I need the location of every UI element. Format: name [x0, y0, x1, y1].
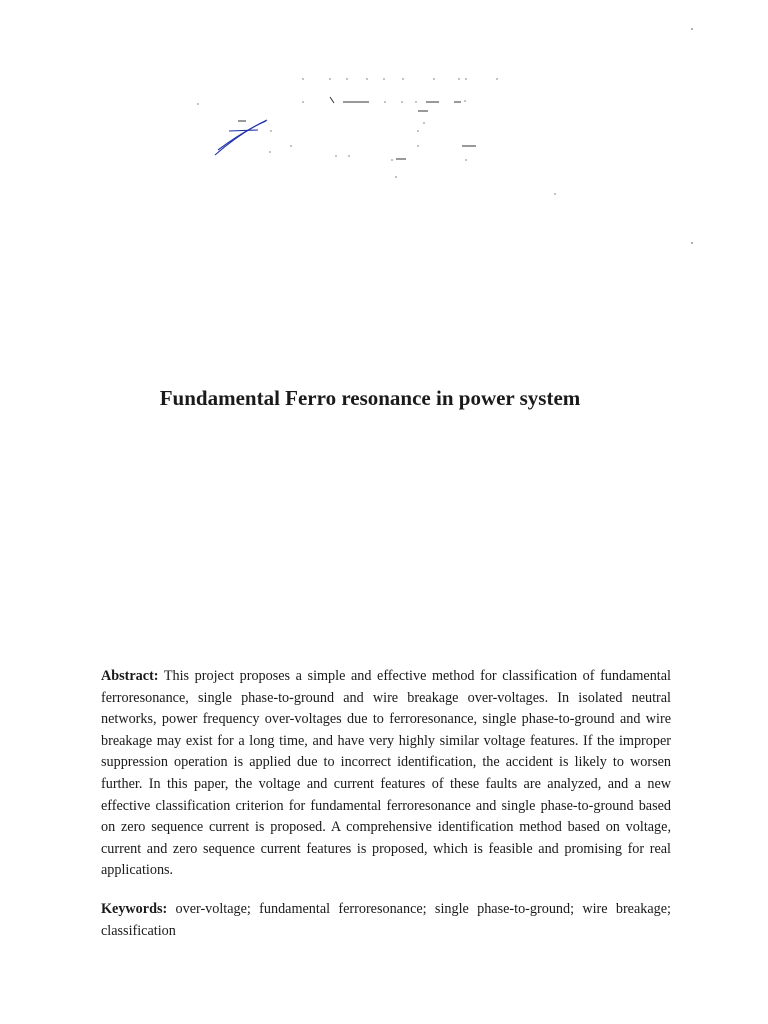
- abstract-label: Abstract:: [101, 668, 159, 684]
- document-title: Fundamental Ferro resonance in power system: [159, 386, 581, 410]
- keywords-label: Keywords:: [101, 901, 168, 917]
- faded-scan-marks: [0, 0, 768, 260]
- abstract-paragraph: [101, 666, 671, 882]
- pen-stroke-mark: [215, 120, 267, 155]
- keywords-paragraph: [101, 899, 671, 942]
- keywords-text: over-voltage; fundamental ferroresonance; single phase-to-ground; wire breakage; classification: [101, 901, 672, 939]
- abstract-text: This project proposes a simple and effective method for classification of fundamental ferroresonance, single phase-to-ground and wire breakage over-voltages. In isolated neutral networks, power frequency over-voltages due to ferroresonance, single phase-to-ground and wire breakage may exist for a long time, and have very highly similar voltage features. If the improper suppression operation is applied due to incorrect identification, the accident is likely to worsen further. In this paper, the voltage and current features of these faults are analyzed, and a new effective classification criterion for fundamental ferroresonance and single phase-to-ground based on zero sequence current is proposed. A comprehensive identification method based on voltage, current and zero sequence current features is proposed, which is feasible and promising for real applications.: [101, 668, 671, 879]
